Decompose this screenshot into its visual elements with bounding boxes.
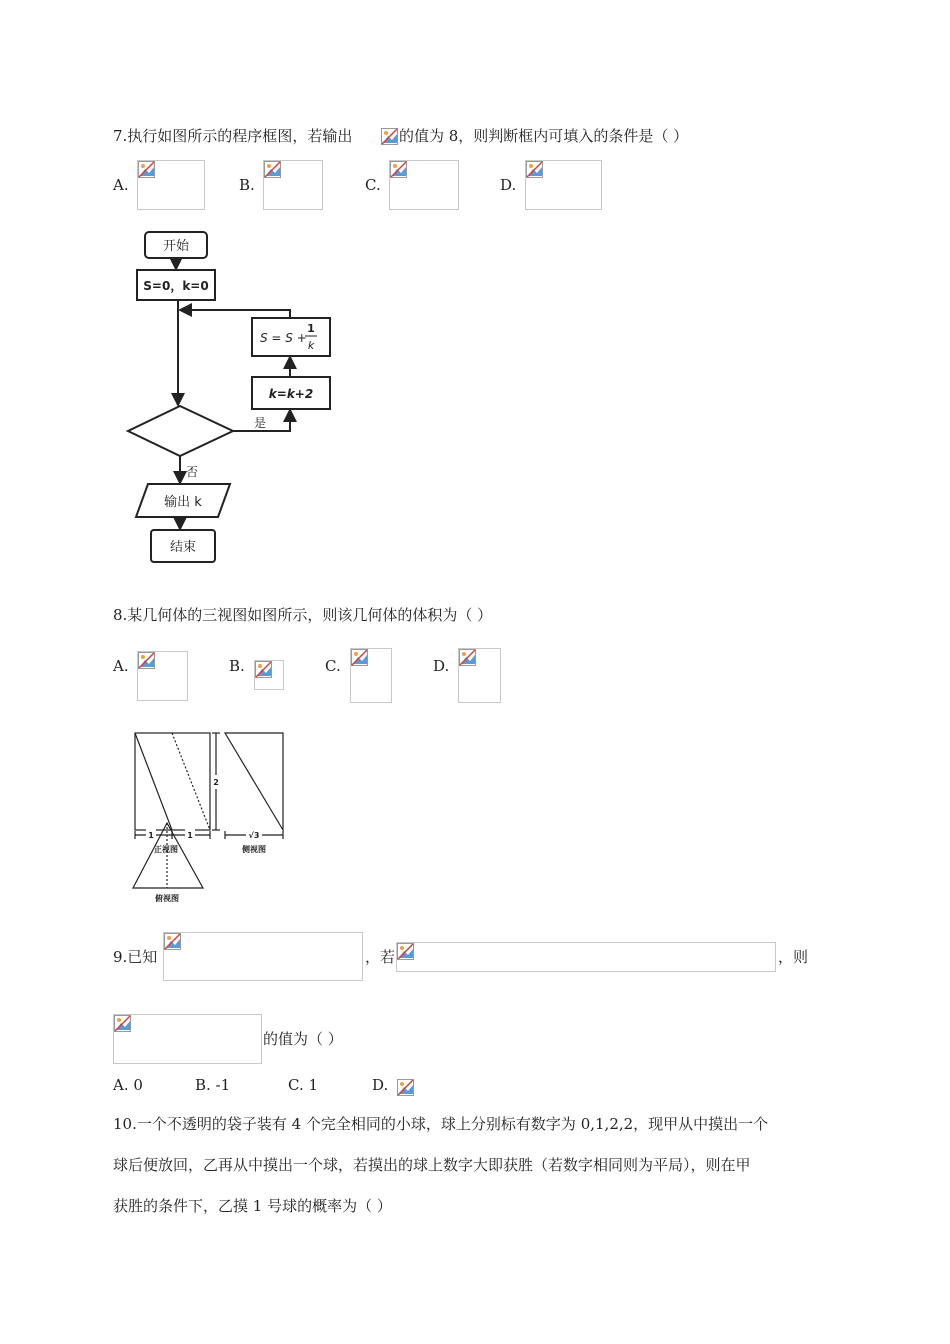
flow-decision-diamond bbox=[128, 406, 233, 456]
q7-text-part2: 的值为 8，则判断框内可填入的条件是（ ） bbox=[399, 127, 689, 145]
q9-option-a: A. 0 bbox=[113, 1076, 143, 1094]
flow-init-label: S=0，k=0 bbox=[143, 279, 209, 293]
q9-option-d-image bbox=[397, 1079, 414, 1096]
flow-yes-label: 是 bbox=[254, 416, 267, 430]
q7-option-a-image bbox=[137, 160, 205, 210]
q9-text-part4: 的值为（ ） bbox=[263, 1030, 343, 1048]
q9-option-b: B. -1 bbox=[195, 1076, 231, 1094]
q8-option-b-label: B. bbox=[229, 657, 245, 675]
q8-text: 8.某几何体的三视图如图所示，则该几何体的体积为（ ） bbox=[113, 606, 493, 624]
q8-option-a-image bbox=[137, 651, 188, 701]
q7-flowchart bbox=[120, 222, 360, 572]
q7-option-b-label: B. bbox=[239, 176, 255, 194]
q10-line-1: 10.一个不透明的袋子装有 4 个完全相同的小球，球上分别标有数字为 0,1,2,2，现甲从中摸出一个 bbox=[113, 1115, 769, 1133]
q9-given-image bbox=[163, 932, 363, 981]
flow-fraction-denominator: k bbox=[307, 339, 315, 352]
q7-option-a-label: A. bbox=[113, 176, 129, 194]
flow-fraction-numerator: 1 bbox=[307, 322, 315, 335]
q10-line-3: 获胜的条件下，乙摸 1 号球的概率为（ ） bbox=[113, 1197, 392, 1215]
q7-option-b-image bbox=[263, 160, 323, 210]
q7-option-d-image bbox=[525, 160, 602, 210]
flow-end-label: 结束 bbox=[169, 540, 197, 555]
side-view-outline bbox=[225, 733, 283, 830]
q10-line-2: 球后便放回，乙再从中摸出一个球，若摸出的球上数字大即获胜（若数字相同则为平局），则在甲 bbox=[113, 1156, 751, 1174]
q7-option-c-label: C. bbox=[365, 176, 381, 194]
q8-option-d-image bbox=[458, 648, 501, 703]
flow-start-label: 开始 bbox=[162, 239, 190, 254]
flow-update-s-label: S = S + bbox=[260, 331, 307, 345]
top-view-label: 俯视图 bbox=[155, 894, 179, 903]
q8-option-b-image bbox=[254, 660, 284, 690]
dim-2-label: 2 bbox=[213, 778, 219, 787]
q7-option-d-label: D. bbox=[500, 176, 517, 194]
q9-text-part1: 9.已知 bbox=[113, 948, 158, 966]
flow-update-k-label: k=k+2 bbox=[268, 387, 314, 401]
q8-three-views bbox=[125, 725, 295, 905]
side-view-label: 侧视图 bbox=[242, 845, 266, 854]
q9-condition-image bbox=[396, 942, 776, 972]
dim-1b-label: 1 bbox=[187, 831, 193, 840]
q9-text-part3: ，则 bbox=[778, 948, 809, 966]
flow-no-label: 否 bbox=[186, 465, 199, 479]
dim-1a-label: 1 bbox=[148, 831, 154, 840]
q7-text-part1: 7.执行如图所示的程序框图，若输出 bbox=[113, 127, 353, 145]
q9-expression-image bbox=[113, 1014, 262, 1064]
q7-option-c-image bbox=[389, 160, 459, 210]
flow-output-label: 输出 k bbox=[164, 495, 202, 510]
q8-option-c-image bbox=[350, 648, 392, 703]
q9-option-c: C. 1 bbox=[288, 1076, 319, 1094]
front-view-label: 正视图 bbox=[154, 845, 178, 854]
q9-option-d: D. bbox=[372, 1076, 389, 1094]
q8-option-c-label: C. bbox=[325, 657, 341, 675]
dim-sqrt3-label: √3 bbox=[248, 831, 260, 840]
q8-option-d-label: D. bbox=[433, 657, 450, 675]
front-view-outline bbox=[135, 733, 210, 830]
broken-image-icon bbox=[381, 128, 398, 145]
q9-text-part2: ，若 bbox=[365, 948, 396, 966]
q8-option-a-label: A. bbox=[113, 657, 129, 675]
